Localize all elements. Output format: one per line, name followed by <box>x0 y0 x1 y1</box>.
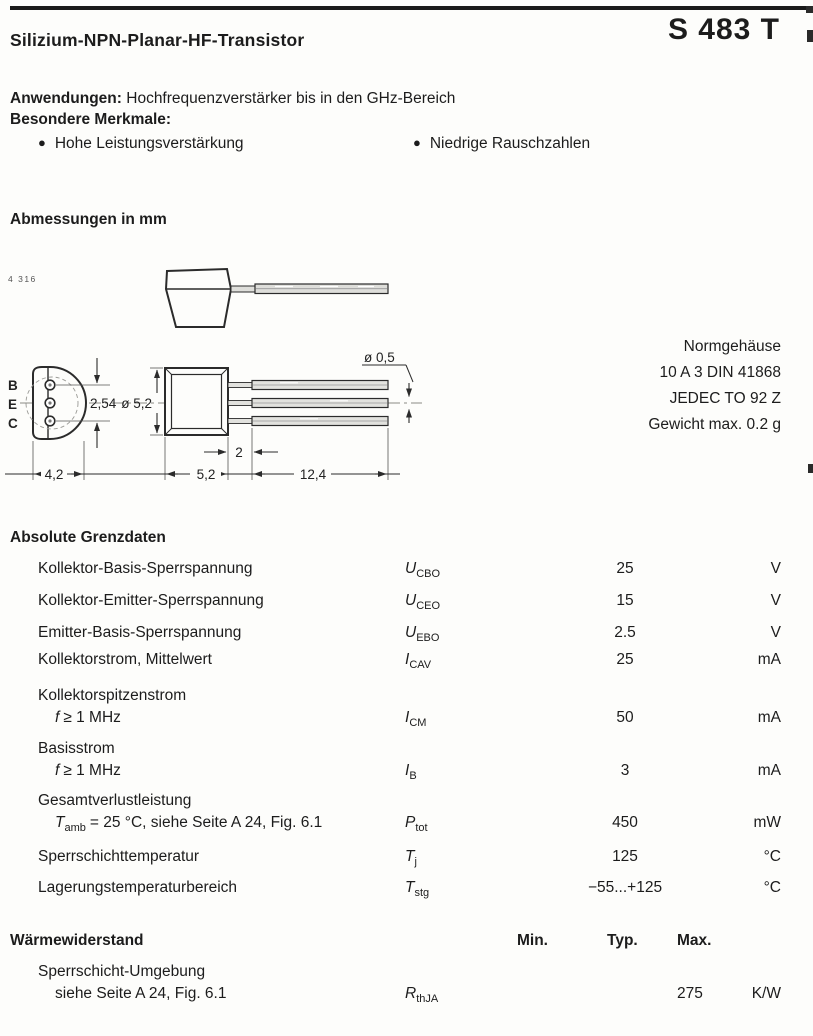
row-value: 50 <box>616 709 634 726</box>
header-rule <box>10 6 813 10</box>
applications-line <box>10 90 455 108</box>
row-label: Kollektor-Emitter-Sperrspannung <box>38 592 264 609</box>
package-info <box>648 334 781 438</box>
table-row <box>10 649 781 671</box>
row-condition: $T_{amb} = 25$ °C, siehe Seite A 24, Fig. 6.1 <box>55 814 323 835</box>
row-value: −55...+125 <box>587 879 663 896</box>
row-value: 25 <box>616 651 634 668</box>
bullet-icon: ● <box>38 135 46 150</box>
features-heading: Besondere Merkmale: <box>10 111 172 128</box>
applications-text: Hochfrequenzverstärker bis in den GHz-Bereich <box>126 89 456 107</box>
row-symbol: $T_{stg}$ <box>405 879 430 900</box>
table-row <box>10 685 781 729</box>
dim-lead-length: 12,4 <box>299 467 327 482</box>
package-drawing <box>0 252 430 487</box>
row-unit: V <box>770 624 781 641</box>
package-jedec: JEDEC TO 92 Z <box>669 390 781 407</box>
table-row <box>10 846 781 868</box>
table-row <box>10 738 781 782</box>
pin-label-c: C <box>8 416 18 431</box>
row-label: Lagerungstemperaturbereich <box>38 879 238 896</box>
row-value: 125 <box>612 848 638 865</box>
row-symbol: $I_{CM}$ <box>405 709 427 730</box>
row-unit: V <box>770 592 781 609</box>
table-row <box>10 790 781 834</box>
row-condition: f ≥ 1 MHz <box>55 709 121 726</box>
scan-artifact <box>807 30 813 42</box>
package-din: 10 A 3 DIN 41868 <box>659 364 781 381</box>
row-label: Sperrschicht-Umgebung siehe Seite A 24, Fig. 6.1 <box>10 961 400 1005</box>
part-number: S 483 T <box>667 13 780 46</box>
table-row <box>10 961 781 1005</box>
row-unit: V <box>770 560 781 577</box>
row-label: Kollektorspitzenstrom f ≥ 1 MHz <box>10 685 400 729</box>
row-symbol: $T_j$ <box>405 848 417 869</box>
feature-item <box>38 135 244 153</box>
col-min: Min. <box>517 932 548 949</box>
scan-artifact <box>808 464 813 473</box>
row-unit: °C <box>763 848 781 865</box>
row-label: Emitter-Basis-Sperrspannung <box>38 624 242 641</box>
applications-label: Anwendungen: <box>10 89 122 107</box>
table-row <box>10 558 781 580</box>
row-max: 275 <box>677 985 703 1002</box>
dimensions-heading: Abmessungen in mm <box>10 211 167 228</box>
feature-item <box>413 135 590 153</box>
row-label: Kollektor-Basis-Sperrspannung <box>38 560 253 577</box>
feature-label: Hohe Leistungsverstärkung <box>54 135 244 152</box>
row-condition: siehe Seite A 24, Fig. 6.1 <box>55 985 227 1002</box>
row-symbol: $U_{CEO}$ <box>405 592 441 613</box>
row-symbol: $U_{EBO}$ <box>405 624 440 645</box>
row-value: 3 <box>620 762 630 779</box>
ratings-heading: Absolute Grenzdaten <box>10 529 166 546</box>
bullet-icon: ● <box>413 135 421 150</box>
row-unit: mA <box>757 762 781 779</box>
dim-flat-depth: 4,2 <box>44 467 64 482</box>
row-symbol: $U_{CBO}$ <box>405 560 441 581</box>
scan-artifact <box>806 6 813 13</box>
row-symbol: $I_{CAV}$ <box>405 651 432 672</box>
row-symbol: $I_B$ <box>405 762 417 783</box>
row-symbol: $P_{tot}$ <box>405 814 428 835</box>
leads <box>228 381 388 426</box>
row-value: 25 <box>616 560 634 577</box>
row-value: 15 <box>616 592 634 609</box>
row-label: Gesamtverlustleistung $T_{amb} = 25$ °C, siehe Seite A 24, Fig. 6.1 <box>10 790 400 834</box>
row-unit: K/W <box>751 985 781 1002</box>
figure-code: 4 316 <box>8 274 37 284</box>
dim-pin-pitch: 2,54 <box>90 396 117 411</box>
col-max: Max. <box>677 932 712 949</box>
dim-body-width: 5,2 <box>196 467 216 482</box>
table-row <box>10 590 781 612</box>
row-unit: mA <box>757 651 781 668</box>
row-unit: mW <box>753 814 781 831</box>
package-norm: Normgehäuse <box>683 338 781 355</box>
row-unit: °C <box>763 879 781 896</box>
feature-label: Niedrige Rauschzahlen <box>429 135 591 152</box>
page-title: Silizium-NPN-Planar-HF-Transistor <box>10 30 305 50</box>
package-weight: Gewicht max. 0.2 g <box>648 416 781 433</box>
row-condition: f ≥ 1 MHz <box>55 762 121 779</box>
row-unit: mA <box>757 709 781 726</box>
row-symbol: $R_{thJA}$ <box>405 985 439 1006</box>
thermal-heading: Wärmewiderstand <box>10 932 144 949</box>
pin-label-b: B <box>8 378 18 393</box>
ratings-table <box>10 552 781 899</box>
table-row <box>10 877 781 899</box>
row-value: 450 <box>612 814 638 831</box>
dim-lead-diameter: ø 0,5 <box>364 350 395 365</box>
table-row <box>10 622 781 644</box>
dim-lead-short: 2 <box>235 445 243 460</box>
row-value: 2.5 <box>614 624 636 641</box>
row-label: Kollektorstrom, Mittelwert <box>38 651 212 668</box>
row-label: Sperrschichttemperatur <box>38 848 200 865</box>
thermal-section <box>10 930 781 1005</box>
row-label: Basisstrom f ≥ 1 MHz <box>10 738 400 782</box>
pin-label-e: E <box>8 397 18 412</box>
col-typ: Typ. <box>607 932 638 949</box>
package-side-view <box>166 269 388 327</box>
dim-body-height: ø 5,2 <box>121 396 152 411</box>
thermal-header <box>10 930 781 952</box>
